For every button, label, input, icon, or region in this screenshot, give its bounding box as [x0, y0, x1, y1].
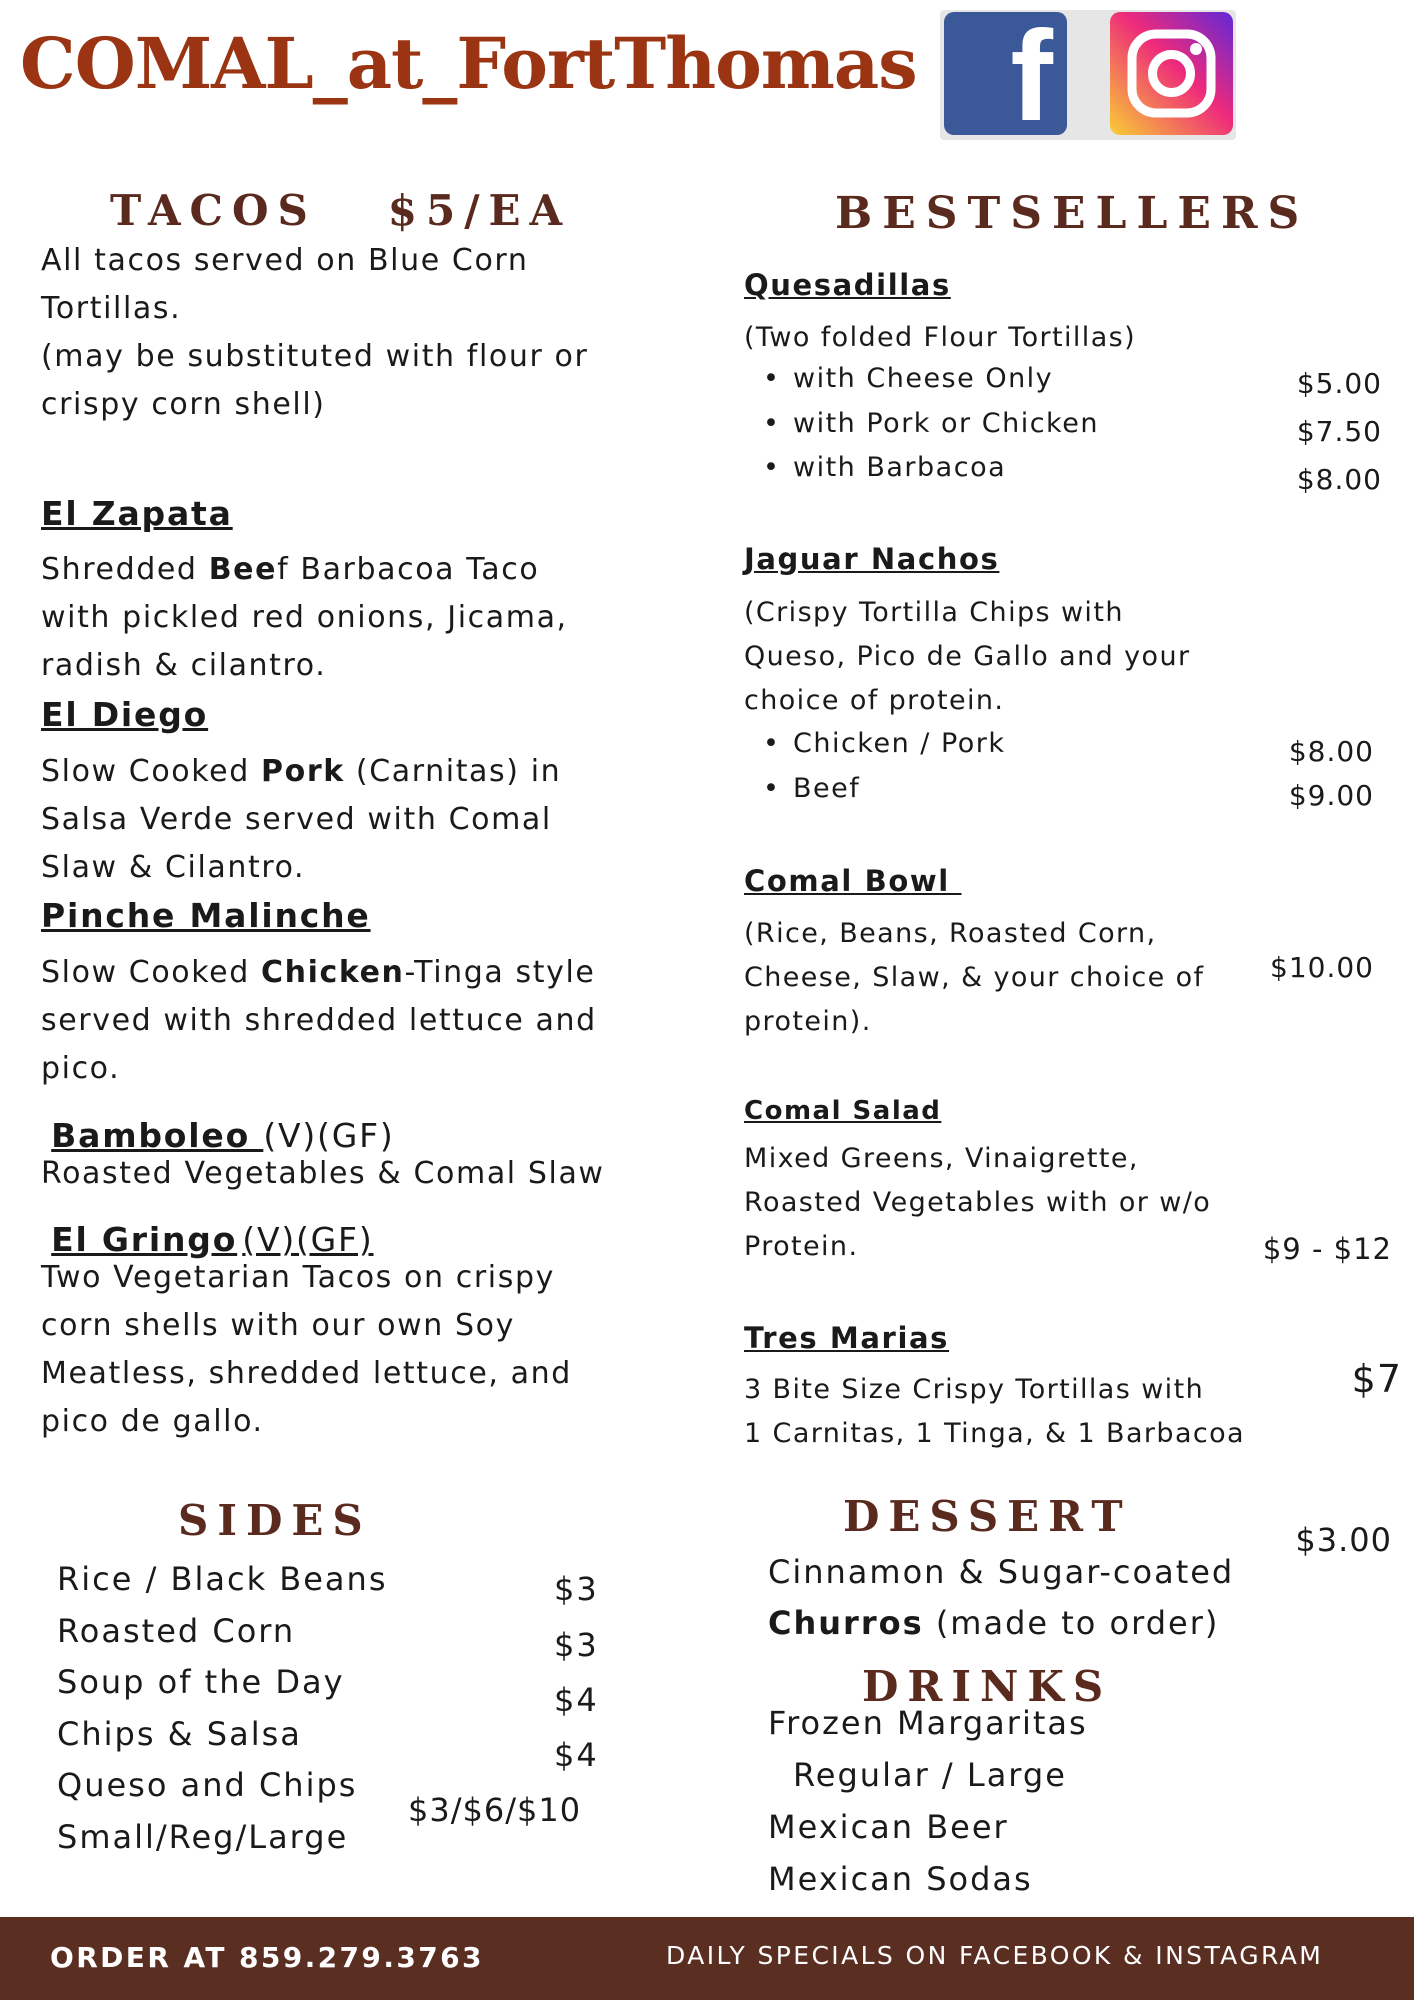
item-el-gringo-header: [41, 1201, 374, 1259]
drink-item: Frozen Margaritas: [768, 1704, 1088, 1742]
desc-line: corn shells with our own Soy: [41, 1308, 515, 1343]
desc-line: Roasted Vegetables with or w/o: [744, 1187, 1212, 1218]
item-comal-bowl-desc: [744, 912, 1264, 1044]
quesadilla-option: • with Cheese Only: [793, 363, 1053, 394]
desc-line: served with shredded lettuce and: [41, 1003, 597, 1038]
intro-line: Tortillas.: [41, 291, 182, 326]
nachos-price: $9.00: [1288, 779, 1374, 812]
tacos-title: TACOS $5/EA: [110, 186, 572, 235]
desc-line: Slaw & Cilantro.: [41, 850, 306, 885]
item-comal-salad-name: Comal Salad: [744, 1096, 942, 1126]
instagram-icon[interactable]: [1110, 12, 1233, 135]
desc-bold: Bee: [208, 552, 278, 587]
item-bamboleo-header: [41, 1097, 395, 1155]
quesadilla-option: • with Pork or Chicken: [793, 408, 1099, 439]
desc-line: (Crispy Tortilla Chips with: [744, 597, 1124, 628]
quesadilla-price: $7.50: [1296, 415, 1382, 448]
quesadilla-option: • with Barbacoa: [793, 452, 1006, 483]
side-item: Soup of the Day: [57, 1663, 345, 1701]
desc-line: with pickled red onions, Jicama,: [41, 600, 568, 635]
intro-line: crispy corn shell): [41, 387, 326, 422]
order-phone[interactable]: ORDER AT 859.279.3763: [50, 1941, 484, 1974]
item-comal-salad-desc: [744, 1137, 1304, 1269]
side-item: Roasted Corn: [57, 1612, 296, 1650]
item-jaguar-nachos-desc: [744, 591, 1384, 723]
bestsellers-title: BESTSELLERS: [835, 188, 1310, 239]
desc-bold: Pork: [261, 754, 345, 789]
quesadilla-price: $8.00: [1296, 463, 1382, 496]
item-el-diego-name: El Diego: [41, 695, 209, 734]
item-quesadillas-name: Quesadillas: [744, 268, 951, 302]
side-item: Chips & Salsa: [57, 1715, 302, 1753]
side-price: $4: [554, 1681, 599, 1719]
desc-text: Slow Cooked: [41, 955, 262, 990]
desc-line: Cheese, Slaw, & your choice of: [744, 962, 1205, 993]
item-comal-bowl-name: Comal Bowl: [744, 864, 962, 898]
item-el-zapata-desc: [41, 546, 661, 690]
desc-line: Meatless, shredded lettuce, and: [41, 1356, 572, 1391]
desc-line: Queso, Pico de Gallo and your: [744, 641, 1191, 672]
drink-item: Mexican Beer: [768, 1808, 1009, 1846]
quesadilla-price: $5.00: [1296, 367, 1382, 400]
nachos-option: • Chicken / Pork: [793, 728, 1006, 759]
desc-line: Mixed Greens, Vinaigrette,: [744, 1143, 1139, 1174]
desc-text: Slow Cooked: [41, 754, 262, 789]
desc-line: Salsa Verde served with Comal: [41, 802, 552, 837]
tres-marias-price: $7: [1351, 1357, 1402, 1401]
dessert-price: $3.00: [1295, 1521, 1392, 1559]
intro-line: (may be substituted with flour or: [41, 339, 589, 374]
facebook-icon[interactable]: [944, 5, 1067, 148]
item-pinche-malinche-desc: [41, 949, 661, 1093]
desc-text: -Tinga style: [404, 955, 596, 990]
side-price: $4: [554, 1736, 599, 1774]
side-price: $3: [554, 1570, 599, 1608]
desc-line: choice of protein.: [744, 685, 1005, 716]
footer-bar: [0, 1917, 1414, 2000]
comal-salad-price: $9 - $12: [1262, 1232, 1392, 1266]
desc-text: Shredded: [41, 552, 209, 587]
item-tres-marias-desc: [744, 1368, 1324, 1456]
side-item: Small/Reg/Large: [57, 1818, 349, 1856]
item-el-zapata-name: El Zapata: [41, 494, 233, 533]
item-quesadillas-desc: (Two folded Flour Tortillas): [744, 322, 1137, 353]
item-bamboleo-desc: Roasted Vegetables & Comal Slaw: [41, 1156, 605, 1191]
diet-tag: (V)(GF): [263, 1116, 395, 1155]
comal-bowl-price: $10.00: [1270, 951, 1374, 984]
dessert-note: (made to order): [923, 1604, 1220, 1642]
desc-text: f Barbacoa Taco: [277, 552, 540, 587]
side-item: Rice / Black Beans: [57, 1560, 388, 1598]
drink-item: Mexican Sodas: [768, 1860, 1033, 1898]
item-jaguar-nachos-name: Jaguar Nachos: [744, 542, 1000, 576]
tacos-intro: [41, 237, 641, 429]
desc-line: pico de gallo.: [41, 1404, 264, 1439]
diet-tag: (V)(GF): [242, 1220, 374, 1259]
desc-text: (Carnitas) in: [344, 754, 562, 789]
side-price: $3/$6/$10: [408, 1791, 582, 1829]
nachos-price: $8.00: [1288, 735, 1374, 768]
item-pinche-malinche-name: Pinche Malinche: [41, 896, 371, 935]
sides-title: SIDES: [178, 1496, 372, 1545]
desc-line: pico.: [41, 1051, 121, 1086]
item-el-gringo-desc: [41, 1254, 661, 1446]
nachos-option: • Beef: [793, 773, 860, 804]
side-price: $3: [554, 1626, 599, 1664]
desc-line: protein).: [744, 1006, 872, 1037]
desc-line: Two Vegetarian Tacos on crispy: [41, 1260, 555, 1295]
drink-item: Regular / Large: [793, 1756, 1067, 1794]
dessert-title: DESSERT: [843, 1492, 1132, 1541]
brand-title: COMAL_at_FortThomas: [20, 22, 917, 105]
intro-line: All tacos served on Blue Corn: [41, 243, 529, 278]
drinks-title: DRINKS: [862, 1662, 1113, 1711]
dessert-desc: [768, 1547, 1234, 1649]
instagram-glyph: [1110, 12, 1233, 135]
item-el-diego-desc: [41, 748, 661, 892]
desc-line: Protein.: [744, 1231, 859, 1262]
facebook-glyph: f: [1010, 5, 1053, 148]
desc-line: radish & cilantro.: [41, 648, 327, 683]
specials-note: DAILY SPECIALS ON FACEBOOK & INSTAGRAM: [666, 1941, 1324, 1970]
dessert-bold: Churros: [768, 1604, 924, 1642]
desc-line: (Rice, Beans, Roasted Corn,: [744, 918, 1157, 949]
item-el-gringo-name: El Gringo: [51, 1220, 238, 1259]
side-item: Queso and Chips: [57, 1766, 358, 1804]
desc-bold: Chicken: [261, 955, 405, 990]
desc-line: 1 Carnitas, 1 Tinga, & 1 Barbacoa: [744, 1418, 1246, 1449]
item-bamboleo-name: Bamboleo: [51, 1116, 264, 1155]
dessert-line: Cinnamon & Sugar-coated: [768, 1553, 1235, 1591]
item-tres-marias-name: Tres Marias: [744, 1321, 950, 1355]
desc-line: 3 Bite Size Crispy Tortillas with: [744, 1374, 1205, 1405]
